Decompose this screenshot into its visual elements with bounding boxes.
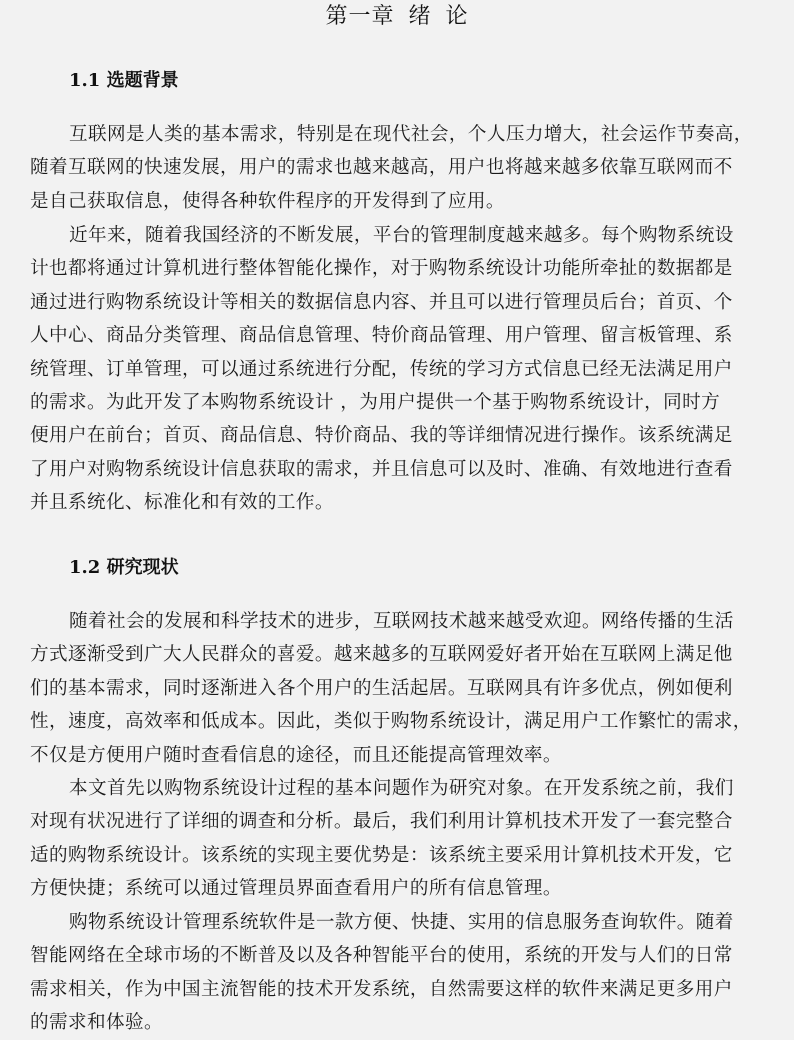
section-heading-1-1: 1.1 选题背景 bbox=[69, 70, 179, 91]
paragraph-1-2-1 bbox=[30, 605, 770, 772]
text-line: 们的基本需求，同时逐渐进入各个用户的生活起居。互联网具有许多优点，例如便利 bbox=[30, 677, 733, 699]
text-line: 购物系统设计管理系统软件是一款方便、快捷、实用的信息服务查询软件。随着 bbox=[69, 912, 734, 933]
text-line: 随着互联网的快速发展，用户的需求也越来越高，用户也将越来越多依靠互联网而不 bbox=[30, 157, 733, 179]
text-line: 随着社会的发展和科学技术的进步，互联网技术越来越受欢迎。网络传播的生活 bbox=[69, 611, 734, 632]
text-line: 计也都将通过计算机进行整体智能化操作，对于购物系统设计功能所牵扯的数据都是 bbox=[30, 258, 733, 280]
chapter-title: 第一章 绪 论 bbox=[325, 4, 469, 29]
text-line: 方式逐渐受到广大人民群众的喜爱。越来越多的互联网爱好者开始在互联网上满足他 bbox=[30, 644, 733, 666]
text-line: 近年来，随着我国经济的不断发展，平台的管理制度越来越多。每个购物系统设 bbox=[69, 225, 734, 246]
text-line: 的需求。为此开发了本购物系统设计 ，为用户提供一个基于购物系统设计，同时方 bbox=[30, 391, 721, 413]
text-line: 不仅是方便用户随时查看信息的途径，而且还能提高管理效率。 bbox=[30, 744, 562, 766]
text-line: 需求相关，作为中国主流智能的技术开发系统，自然需要这样的软件来满足更多用户 bbox=[30, 978, 733, 1000]
text-line: 对现有状况进行了详细的调查和分析。最后，我们利用计算机技术开发了一套完整合 bbox=[30, 811, 733, 833]
text-line: 了用户对购物系统设计信息获取的需求，并且信息可以及时、准确、有效地进行查看 bbox=[30, 458, 733, 480]
paragraph-1-2-2 bbox=[30, 772, 770, 906]
text-line: 是自己获取信息，使得各种软件程序的开发得到了应用。 bbox=[30, 190, 505, 212]
paragraph-1-1-2 bbox=[30, 219, 770, 520]
text-line: 便用户在前台；首页、商品信息、特价商品、我的等详细情况进行操作。该系统满足 bbox=[30, 425, 733, 447]
text-line: 统管理、订单管理，可以通过系统进行分配，传统的学习方式信息已经无法满足用户 bbox=[30, 358, 733, 380]
text-line: 的需求和体验。 bbox=[30, 1012, 163, 1034]
text-line: 互联网是人类的基本需求，特别是在现代社会，个人压力增大，社会运作节奏高， bbox=[69, 124, 753, 145]
text-line: 并且系统化、标准化和有效的工作。 bbox=[30, 492, 334, 514]
text-line: 本文首先以购物系统设计过程的基本问题作为研究对象。在开发系统之前，我们 bbox=[69, 778, 734, 799]
text-line: 通过进行购物系统设计等相关的数据信息内容、并且可以进行管理员后台；首页、个 bbox=[30, 291, 733, 313]
section-heading-1-2: 1.2 研究现状 bbox=[69, 557, 179, 578]
text-line: 适的购物系统设计。该系统的实现主要优势是：该系统主要采用计算机技术开发，它 bbox=[30, 844, 733, 866]
text-line: 人中心、商品分类管理、商品信息管理、特价商品管理、用户管理、留言板管理、系 bbox=[30, 325, 733, 347]
text-line: 性，速度，高效率和低成本。因此，类似于购物系统设计，满足用户工作繁忙的需求， bbox=[30, 711, 752, 733]
text-line: 智能网络在全球市场的不断普及以及各种智能平台的使用，系统的开发与人们的日常 bbox=[30, 945, 733, 967]
text-line: 方便快捷；系统可以通过管理员界面查看用户的所有信息管理。 bbox=[30, 878, 562, 900]
paragraph-1-2-3 bbox=[30, 906, 770, 1040]
paragraph-1-1-1 bbox=[30, 118, 770, 218]
